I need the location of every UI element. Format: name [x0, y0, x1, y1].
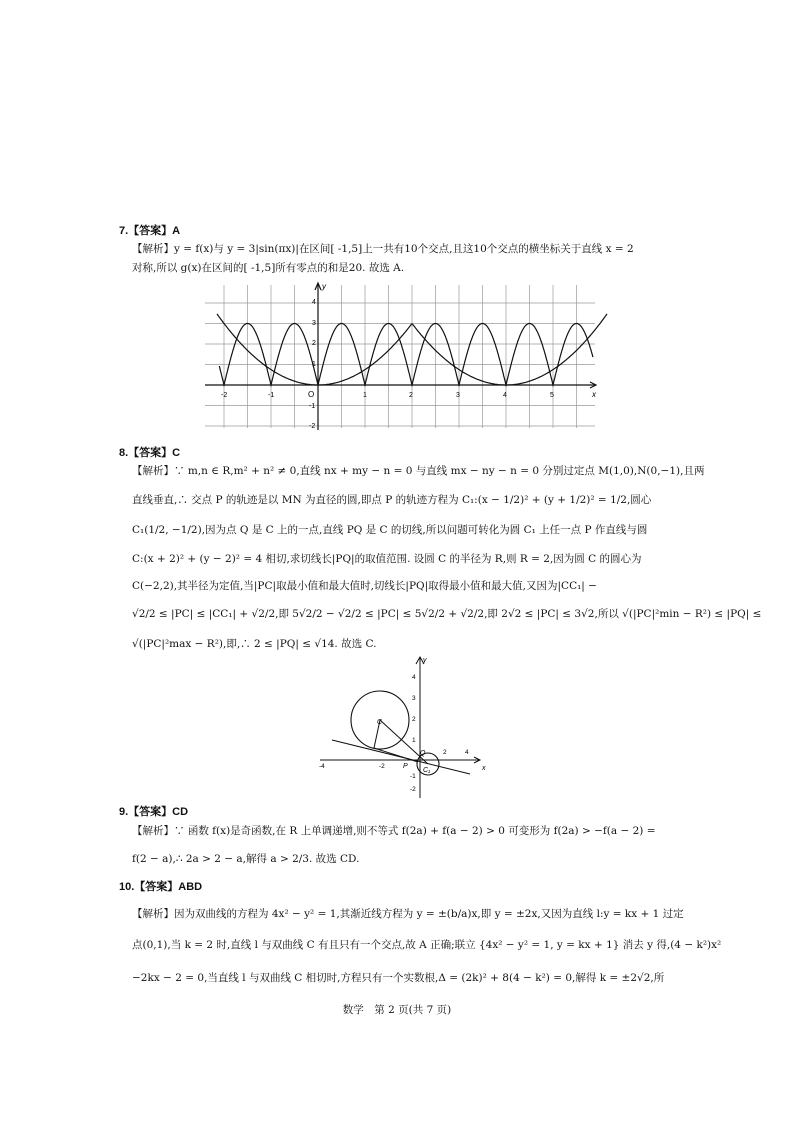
graph1-ytick: -1 — [309, 403, 316, 410]
graph1-xtick: 4 — [503, 392, 507, 399]
graph2-xtick: -2 — [379, 763, 385, 770]
q9-line-1: 【解析】∵ 函数 f(x)是奇函数,在 R 上单调递增,则不等式 f(2a) + f(a − 2) > 0 可变形为 f(2a) > −f(a − 2) = — [132, 825, 656, 837]
q7-line-1: 【解析】y = f(x)与 y = 3|sin(πx)|在区间[ -1,5]上一共有10个交点,且这10个交点的横坐标关于直线 x = 2 — [132, 243, 634, 255]
graph2-ytick: 2 — [412, 716, 416, 723]
graph2-axes — [320, 657, 480, 798]
graph1-xtick: -2 — [221, 392, 228, 399]
q10-line-3: −2kx − 2 = 0,当直线 l 与双曲线 C 相切时,方程只有一个实数根,Δ = (2k)² + 8(4 − k²) = 0,解得 k = ±2√2,所 — [132, 972, 665, 984]
graph-sine-abs — [200, 280, 610, 435]
q8-header: 8.【答案】C — [119, 447, 181, 459]
q8-line-7: √(|PC|²max − R²),即,∴ 2 ≤ |PQ| ≤ √14. 故选 C. — [132, 638, 377, 650]
graph2-ytick: 3 — [412, 695, 416, 702]
graph1-xtick: 2 — [409, 392, 413, 399]
graph2-ytick: 1 — [412, 737, 416, 744]
graph1-ytick: 3 — [312, 320, 316, 327]
q10-line-2: 点(0,1),当 k = 2 时,直线 l 与双曲线 C 有且只有一个交点,故 A 正确;联立 {4x² − y² = 1, y = kx + 1} 消去 y 得,(4 − k²)x² — [132, 939, 722, 951]
graph-circles-tangent — [310, 652, 490, 802]
q9-line-2: f(2 − a),∴ 2a > 2 − a,解得 a > 2/3. 故选 CD. — [132, 853, 360, 865]
graph2-ytick: -2 — [410, 786, 416, 793]
graph2-ytick: -1 — [410, 773, 416, 780]
q8-line-3: C₁(1/2, −1/2),因为点 Q 是 C 上的一点,直线 PQ 是 C 的切线,所以问题可转化为圆 C₁ 上任一点 P 作直线与圆 — [132, 524, 648, 536]
graph1-xtick: 5 — [550, 392, 554, 399]
graph2-ytick: 4 — [412, 674, 416, 681]
graph1-xtick: 3 — [456, 392, 460, 399]
q8-line-4: C:(x + 2)² + (y − 2)² = 4 相切,求切线长|PQ|的取值范围. 设圆 C 的半径为 R,则 R = 2,因为圆 C 的圆心为 — [132, 553, 642, 565]
graph1-xtick: 1 — [363, 392, 367, 399]
graph1-xtick: -1 — [268, 392, 275, 399]
graph2-y-label: y — [423, 657, 427, 664]
graph2-xtick: -4 — [319, 763, 325, 770]
graph1-ytick: -2 — [309, 423, 316, 430]
graph2-label-C: C — [377, 719, 383, 726]
graph1-origin: O — [308, 390, 315, 399]
q8-line-6: √2/2 ≤ |PC| ≤ |CC₁| + √2/2,即 5√2/2 − √2/2 ≤ |PC| ≤ 5√2/2 + √2/2,即 2√2 ≤ |PC| ≤ 3√2,所以 √(|PC|²min − R²) ≤ |PQ| ≤ — [132, 608, 762, 620]
q10-line-1: 【解析】因为双曲线的方程为 4x² − y² = 1,其渐近线方程为 y = ±(b/a)x,即 y = ±2x,又因为直线 l:y = kx + 1 过定 — [132, 908, 684, 920]
graph2-x-label: x — [482, 765, 486, 772]
graph2-label-C1: C₁ — [423, 767, 431, 774]
q8-line-5: C(−2,2),其半径为定值,当|PC|取最小值和最大值时,切线长|PQ|取得最小值和最大值,又因为|CC₁| − — [132, 580, 597, 592]
graph1-ytick: 4 — [312, 299, 316, 306]
graph1-sine-curve — [219, 324, 593, 386]
q7-line-2: 对称,所以 g(x)在区间的[ -1,5]所有零点的和是20. 故选 A. — [132, 262, 405, 274]
graph2-label-P: P — [403, 763, 408, 770]
graph2-xtick: 2 — [443, 749, 447, 756]
q8-line-1: 【解析】∵ m,n ∈ R,m² + n² ≠ 0,直线 nx + my − n = 0 与直线 mx − ny − n = 0 分别过定点 M(1,0),N(0,−1),且两 — [132, 465, 705, 477]
graph1-x-label: x — [592, 390, 596, 399]
q7-header: 7.【答案】A — [119, 225, 181, 237]
q8-line-2: 直线垂直,∴ 交点 P 的轨迹是以 MN 为直径的圆,即点 P 的轨迹方程为 C₁:(x − 1/2)² + (y + 1/2)² = 1/2,圆心 — [132, 494, 652, 506]
q9-header: 9.【答案】CD — [119, 806, 189, 818]
graph1-ytick: 1 — [312, 361, 316, 368]
graph2-label-Q: Q — [420, 750, 426, 757]
graph1-y-label: y — [322, 282, 326, 291]
q10-header: 10.【答案】ABD — [119, 881, 203, 893]
graph2-xtick: 4 — [465, 749, 469, 756]
page-footer: 数学 第 2 页(共 7 页) — [342, 1004, 452, 1016]
graph1-ytick: 2 — [312, 340, 316, 347]
